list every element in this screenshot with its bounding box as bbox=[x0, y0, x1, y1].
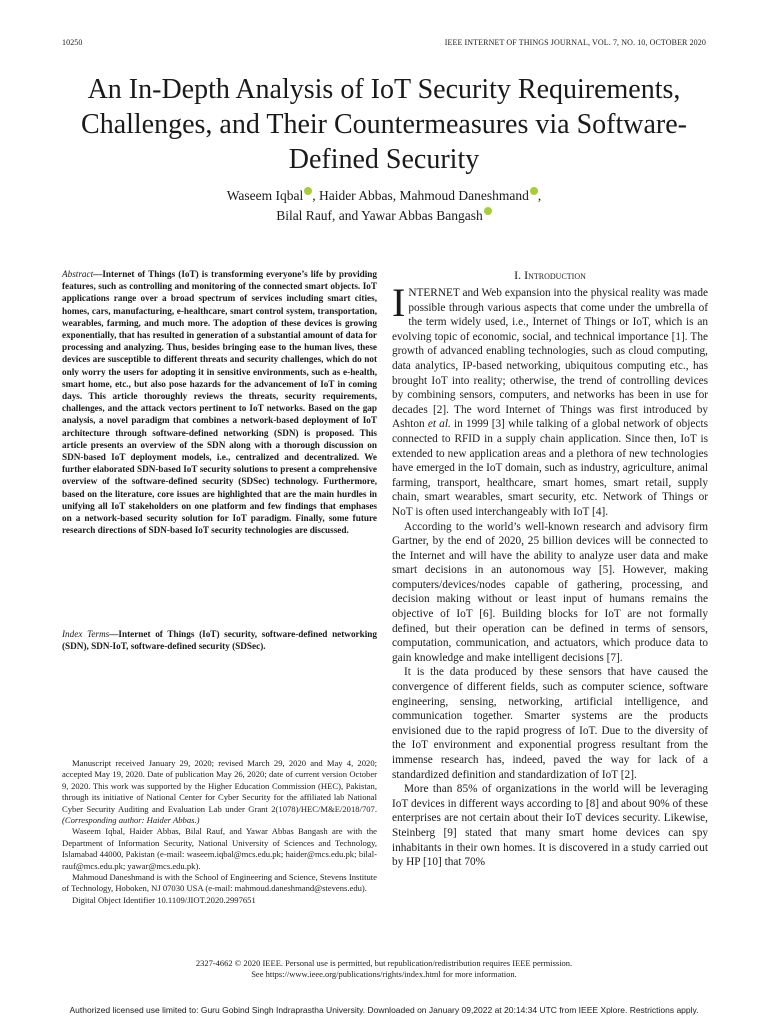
journal-header: IEEE INTERNET OF THINGS JOURNAL, VOL. 7, NO. 10, OCTOBER 2020 bbox=[444, 38, 706, 47]
index-terms-text: —Internet of Things (IoT) security, software-defined networking (SDN), SDN-IoT, software-defined security (SDSec). bbox=[62, 629, 377, 652]
paragraph: It is the data produced by these sensors that have caused the convergence of different fields, such as computer science, software engineering, sensing, networking, artificial intelligence, and communication together. Smarter systems are the products envisioned due to the rapid progress of IoT. Due to the diversity of the IoT environment and exponential progress resultant from the immense research has, indeed, paved the way for lack of a standardized definition and standardization of IoT [2]. bbox=[392, 666, 708, 781]
author-name: Waseem Iqbal bbox=[226, 188, 304, 203]
footnote-affiliation: Mahmoud Daneshmand is with the School of Engineering and Science, Stevens Institute of Technology, Hoboken, NJ 07030 USA (e-mail: mahmoud.daneshmand@stevens.edu). bbox=[62, 872, 377, 894]
copyright-line: 2327-4662 © 2020 IEEE. Personal use is permitted, but republication/redistribution requires IEEE permission. bbox=[195, 958, 573, 968]
rights-link[interactable]: See https://www.ieee.org/publications/rights/index.html for more information. bbox=[251, 969, 517, 979]
license-notice: Authorized licensed use limited to: Guru Gobind Singh Indraprastha University. Downloaded on January 09,2022 at 20:14:34 UTC from IEEE Xplore. Restrictions apply. bbox=[69, 1005, 699, 1015]
abstract bbox=[62, 268, 377, 536]
index-terms-label: Index Terms bbox=[62, 629, 110, 639]
body-text bbox=[392, 280, 708, 870]
paragraph: More than 85% of organizations in the world will be leveraging IoT devices in different ways according to [8] and about 90% of these enterprises are not certain about their IoT devices security. Likewise, Steinberg [9] stated that many smart home devices can spy inhabitants in their own homes. It is discovered in a study carried out by HP [10] that 70% bbox=[392, 783, 708, 869]
abstract-label: Abstract bbox=[62, 269, 94, 279]
paper-title: An In-Depth Analysis of IoT Security Requirements, Challenges, and Their Countermeasures via Software-Defined Security bbox=[81, 74, 687, 175]
orcid-icon[interactable] bbox=[484, 207, 492, 215]
footnote-affiliation: Waseem Iqbal, Haider Abbas, Bilal Rauf, and Yawar Abbas Bangash are with the Department of Information Security, National University of Sciences and Technology, Islamabad 44000, Pakistan (e-mail: waseem.iqbal@mcs.edu.pk; haider@mcs.edu.pk; bilal-rauf@mcs.edu.pk; yawar@mcs.edu.pk). bbox=[62, 826, 377, 871]
section-title: Introduction bbox=[524, 268, 586, 282]
page-number: 10250 bbox=[62, 38, 83, 47]
footnotes bbox=[62, 758, 377, 906]
author-name: Bilal Rauf, and Yawar Abbas Bangash bbox=[276, 208, 483, 223]
etal: et al. bbox=[427, 418, 451, 431]
footnote-doi[interactable]: Digital Object Identifier 10.1109/JIOT.2020.2997651 bbox=[72, 894, 256, 905]
author-list bbox=[80, 186, 688, 226]
paragraph bbox=[392, 280, 708, 520]
footnote-text: Manuscript received January 29, 2020; revised March 29, 2020 and May 4, 2020; accepted May 19, 2020. Date of publication May 26, 2020; date of current version October 9, 2020. This work was supported by the Higher Education Commission (HEC), Pakistan, through its initiative of National Center for Cyber Security for the affiliated lab National Cyber Security Auditing and Evaluation Lab under Grant 2(1078)/HEC/M&E/2018/707. bbox=[62, 758, 377, 814]
footnote-manuscript bbox=[62, 758, 377, 826]
orcid-icon[interactable] bbox=[304, 187, 312, 195]
section-heading bbox=[392, 268, 708, 283]
author-name: , Haider Abbas, Mahmoud Daneshmand bbox=[312, 188, 529, 203]
corresponding-author: (Corresponding author: Haider Abbas.) bbox=[62, 815, 200, 826]
paragraph: According to the world’s well-known research and advisory firm Gartner, by the end of 2020, 25 billion devices will be connected to the Internet and will have the ability to analyze user data and make smart decisions in an autonomous way [5]. However, making computers/devices/nodes capable of gathering, processing, and decision making without or least input of humans remains the objective of IoT [6]. Building blocks for IoT are not formally defined, but their operation can be defined in terms of sensors, computation, communication, and actuators, which produce data to gain knowledge and make intelligent decisions [7]. bbox=[392, 520, 708, 664]
paragraph-text: NTERNET and Web expansion into the physical reality was made possible through various aspects that come under the umbrella of the term widely used, i.e., Internet of Things or IoT, which is an evolving topic of economic, social, and technical importance [1]. The growth of advanced enabling technologies, such as cloud computing, data analytics, IP-based networking, ubiquitous computing etc., has brought IoT into reality; otherwise, the trend of controlling devices by combining sensors, computers, and networks has been in use for decades [2]. The word Internet of Things was first introduced by Ashton bbox=[392, 287, 708, 431]
section-number: I. bbox=[514, 268, 525, 282]
orcid-icon[interactable] bbox=[530, 187, 538, 195]
paragraph-text: in 1999 [3] while talking of a global network of objects connected to RFID in a supply chain application. Since then, IoT is extended to new application areas and a plethora of new technologies have emerged in the IoT domain, such as industry, agriculture, animal farming, transport, healthcare, smart homes, smart retail, supply chain, smart wearables, smart security, etc. Network of Things or NoT is often used interchangeably with IoT [4]. bbox=[392, 418, 708, 518]
abstract-text: —Internet of Things (IoT) is transforming everyone’s life by providing features, such as controlling and monitoring of the connected smart objects. IoT applications range over a broad spectrum of services including smart cities, homes, cars, manufacturing, e-healthcare, smart control system, transportation, wearables, farming, and much more. The adoption of these devices is growing exponentially, that has resulted in generation of a substantial amount of data for processing and analyzing. Thus, besides bringing ease to the human lives, these devices are susceptible to different threats and security challenges, which do not only worry the users for adopting it in sensitive environments, such as e-health, smart home, etc., but also pose hazards for the advancement of IoT in coming days. This article thoroughly reviews the threats, security requirements, challenges, and the attack vectors pertinent to IoT networks. Based on the gap analysis, a novel paradigm that combines a network-based deployment of IoT architecture through software-defined networking (SDN) is proposed. This article presents an overview of the SDN along with a thorough discussion on SDN-based IoT deployment models, i.e., centralized and decentralized. We further elaborated SDN-based IoT security solutions to present a comprehensive overview of the software-defined security (SDSec) technology. Furthermore, based on the literature, core issues are highlighted that are the main hurdles in unifying all IoT stakeholders on one platform and few findings that emphases on a network-based security solution for IoT paradigm. Finally, some future research directions of SDN-based IoT security technologies are discussed. bbox=[62, 269, 377, 536]
drop-cap: I bbox=[392, 280, 406, 325]
copyright-notice bbox=[62, 958, 706, 980]
index-terms bbox=[62, 628, 377, 652]
author-separator: , bbox=[537, 188, 542, 203]
